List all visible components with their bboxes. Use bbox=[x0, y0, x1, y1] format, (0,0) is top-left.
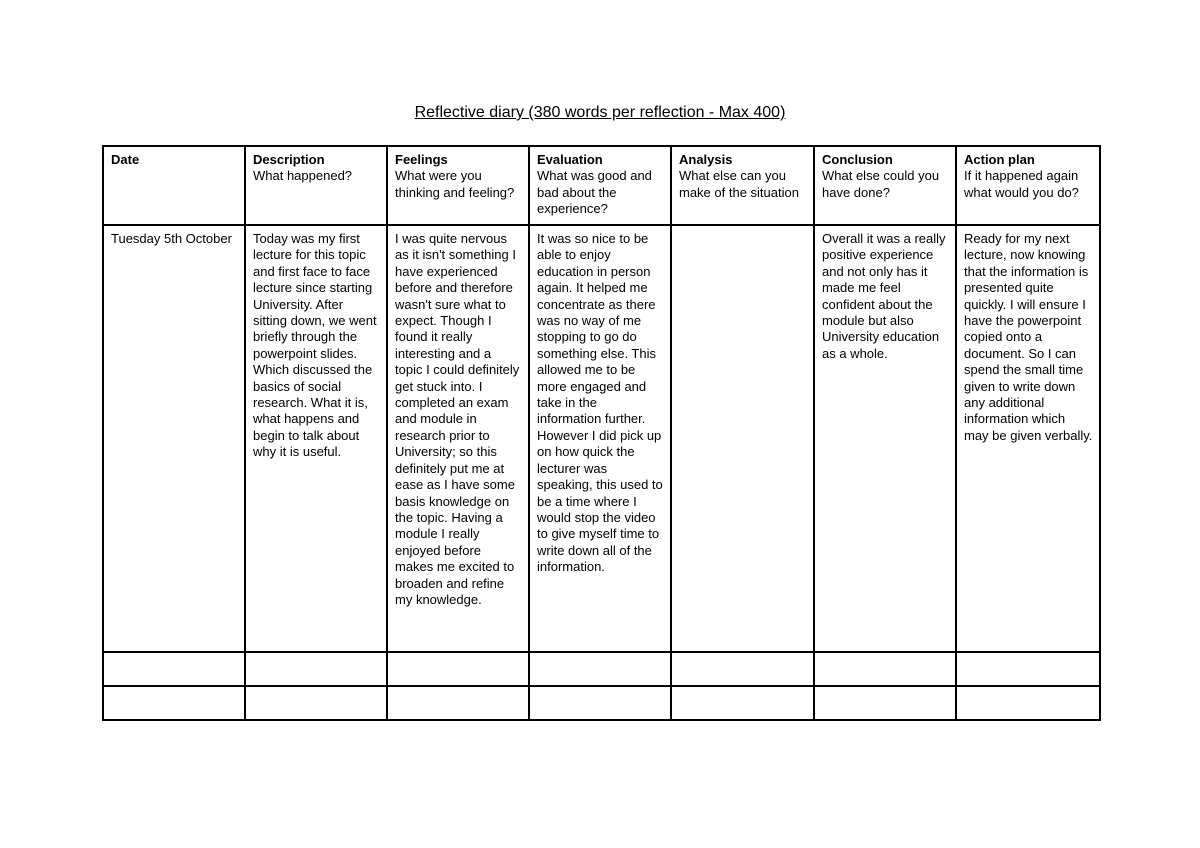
column-header-date bbox=[103, 146, 245, 225]
cell-evaluation: It was so nice to be able to enjoy education in person again. It helped me concentrate as there was no way of me stopping to go do something else. This allowed me to be more engaged and take in the information further. However I did pick up on how quick the lecturer was speaking, this used to be a time where I would stop the video to give myself time to write down all of the information. bbox=[529, 225, 671, 652]
table-header-row bbox=[103, 146, 1100, 225]
column-title: Analysis bbox=[679, 152, 733, 167]
empty-table-row bbox=[103, 652, 1100, 686]
column-prompt: What happened? bbox=[253, 168, 353, 184]
empty-cell bbox=[387, 686, 529, 720]
column-prompt: What else could you have done? bbox=[822, 168, 940, 200]
column-title: Evaluation bbox=[537, 152, 603, 167]
column-title: Description bbox=[253, 152, 325, 167]
column-title: Feelings bbox=[395, 152, 448, 167]
column-title: Conclusion bbox=[822, 152, 893, 167]
empty-cell bbox=[671, 652, 814, 686]
column-header-action-plan bbox=[956, 146, 1100, 225]
empty-cell bbox=[956, 686, 1100, 720]
empty-cell bbox=[529, 652, 671, 686]
empty-cell bbox=[956, 652, 1100, 686]
cell-analysis bbox=[671, 225, 814, 652]
empty-cell bbox=[245, 652, 387, 686]
empty-cell bbox=[387, 652, 529, 686]
empty-cell bbox=[814, 652, 956, 686]
empty-cell bbox=[671, 686, 814, 720]
column-prompt: What else can you make of the situation bbox=[679, 168, 799, 200]
empty-table-row bbox=[103, 686, 1100, 720]
empty-cell bbox=[245, 686, 387, 720]
empty-cell bbox=[103, 652, 245, 686]
column-title: Action plan bbox=[964, 152, 1035, 167]
table-row bbox=[103, 225, 1100, 652]
column-title: Date bbox=[111, 152, 140, 167]
cell-conclusion: Overall it was a really positive experience and not only has it made me feel confident about the module but also University education as a whole. bbox=[814, 225, 956, 652]
page-title: Reflective diary (380 words per reflection - Max 400) bbox=[414, 104, 786, 121]
cell-date: Tuesday 5th October bbox=[103, 225, 245, 652]
column-header-analysis bbox=[671, 146, 814, 225]
empty-cell bbox=[103, 686, 245, 720]
column-header-conclusion bbox=[814, 146, 956, 225]
column-header-evaluation bbox=[529, 146, 671, 225]
empty-cell bbox=[529, 686, 671, 720]
cell-feelings: I was quite nervous as it isn't something I have experienced before and therefore wasn't sure what to expect. Though I found it really interesting and a topic I could definitely get stuck into. I completed an exam and module in research prior to University; so this definitely put me at ease as I have some basis knowledge on the topic. Having a module I really enjoyed before makes me excited to broaden and refine my knowledge. bbox=[387, 225, 529, 652]
column-prompt: If it happened again what would you do? bbox=[964, 168, 1079, 200]
column-header-feelings bbox=[387, 146, 529, 225]
column-header-description bbox=[245, 146, 387, 225]
empty-cell bbox=[814, 686, 956, 720]
column-prompt: What was good and bad about the experience? bbox=[537, 168, 652, 217]
cell-description: Today was my first lecture for this topic and first face to face lecture since starting University. After sitting down, we went briefly through the powerpoint slides. Which discussed the basics of social research. What it is, what happens and begin to talk about why it is useful. bbox=[245, 225, 387, 652]
cell-action-plan: Ready for my next lecture, now knowing that the information is presented quite quickly. I will ensure I have the powerpoint copied onto a document. So I can spend the small time given to write down any additional information which may be given verbally. bbox=[956, 225, 1100, 652]
reflective-diary-table bbox=[102, 145, 1101, 721]
column-prompt: What were you thinking and feeling? bbox=[395, 168, 515, 200]
